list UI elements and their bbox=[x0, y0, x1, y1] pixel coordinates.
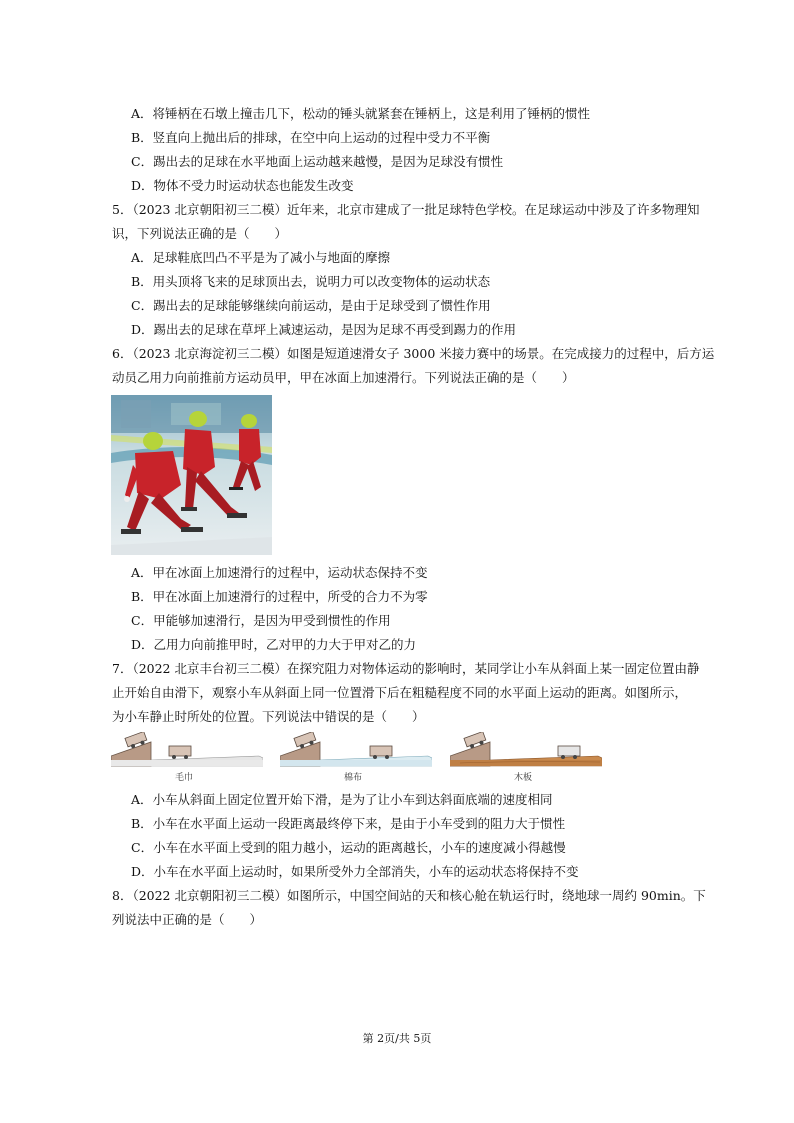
q7-option-c: C．小车在水平面上受到的阻力越小，运动的距离越长，小车的速度减小得越慢 bbox=[131, 840, 566, 855]
q7-stem-line3: 为小车静止时所处的位置。下列说法中错误的是（ ） bbox=[112, 709, 425, 724]
q4-option-c: C．踢出去的足球在水平地面上运动越来越慢，是因为足球没有惯性 bbox=[131, 154, 504, 169]
q6-option-a: A．甲在冰面上加速滑行的过程中，运动状态保持不变 bbox=[131, 565, 428, 580]
q7-stem-line2: 止开始自由滑下，观察小车从斜面上同一位置滑下后在粗糙程度不同的水平面上运动的距离。如图所示， bbox=[112, 685, 688, 700]
experiment-figure-wood bbox=[450, 732, 602, 782]
q4-option-b: B．竖直向上抛出后的排球，在空中向上运动的过程中受力不平衡 bbox=[131, 130, 491, 145]
q5-option-b: B．用头顶将飞来的足球顶出去，说明力可以改变物体的运动状态 bbox=[131, 274, 491, 289]
q6-option-b: B．甲在冰面上加速滑行的过程中，所受的合力不为零 bbox=[131, 589, 428, 604]
speed-skating-photo bbox=[111, 395, 272, 555]
experiment-figure-towel bbox=[111, 732, 263, 782]
q5-option-c: C．踢出去的足球能够继续向前运动，是由于足球受到了惯性作用 bbox=[131, 298, 491, 313]
experiment-figure-cotton bbox=[280, 732, 432, 782]
q7-option-a: A．小车从斜面上固定位置开始下滑，是为了让小车到达斜面底端的速度相同 bbox=[131, 792, 553, 807]
q6-option-d: D．乙用力向前推甲时，乙对甲的力大于甲对乙的力 bbox=[131, 637, 417, 652]
q5-option-a: A．足球鞋底凹凸不平是为了减小与地面的摩擦 bbox=[131, 250, 391, 265]
q8-stem-line1: 8．（2022 北京朝阳初三二模）如图所示，中国空间站的天和核心舱在轨运行时，绕地球一周约 90min。下 bbox=[112, 888, 706, 903]
q8-stem-line2: 列说法中正确的是（ ） bbox=[112, 912, 263, 927]
cotton-label: 棉布 bbox=[344, 773, 363, 783]
q5-stem-line1: 5．（2023 北京朝阳初三二模）近年来，北京市建成了一批足球特色学校。在足球运动中涉及了许多物理知 bbox=[112, 202, 700, 217]
q5-option-d: D．踢出去的足球在草坪上减速运动，是因为足球不再受到踢力的作用 bbox=[131, 322, 517, 337]
q4-option-a: A．将锤柄在石墩上撞击几下，松动的锤头就紧套在锤柄上，这是利用了锤柄的惯性 bbox=[131, 106, 591, 121]
page-number: 第 2页/共 5页 bbox=[362, 1032, 432, 1045]
q5-stem-line2: 识，下列说法正确的是（ ） bbox=[112, 226, 288, 241]
wood-label: 木板 bbox=[514, 773, 533, 783]
q7-stem-line1: 7．（2022 北京丰台初三二模）在探究阻力对物体运动的影响时，某同学让小车从斜面上某一固定位置由静 bbox=[112, 661, 700, 676]
q6-stem-line2: 动员乙用力向前推前方运动员甲，甲在冰面上加速滑行。下列说法正确的是（ ） bbox=[112, 370, 575, 385]
q7-option-b: B．小车在水平面上运动一段距离最终停下来，是由于小车受到的阻力大于惯性 bbox=[131, 816, 566, 831]
towel-label: 毛巾 bbox=[175, 773, 194, 783]
q7-option-d: D．小车在水平面上运动时，如果所受外力全部消失，小车的运动状态将保持不变 bbox=[131, 864, 579, 879]
q6-stem-line1: 6．（2023 北京海淀初三二模）如图是短道速滑女子 3000 米接力赛中的场景。在完成接力的过程中，后方运 bbox=[112, 346, 715, 361]
q6-option-c: C．甲能够加速滑行，是因为甲受到惯性的作用 bbox=[131, 613, 391, 628]
q4-option-d: D．物体不受力时运动状态也能发生改变 bbox=[131, 178, 354, 193]
